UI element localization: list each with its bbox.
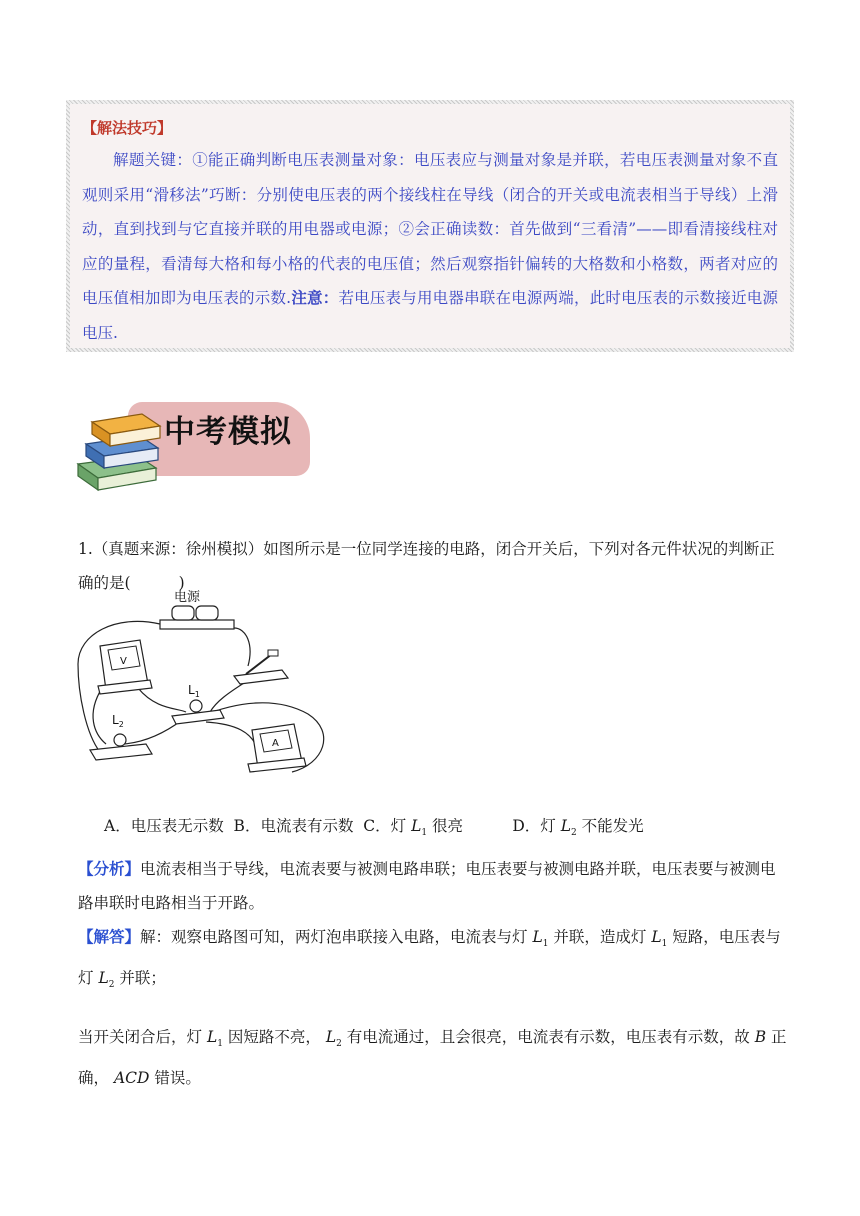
voltmeter-label: V bbox=[120, 656, 127, 667]
tips-note-text: 若电压表与用电器串联在电源两端，此时电压表的示数接近电源电压. bbox=[82, 289, 778, 342]
option-c-d: 很亮 D．灯 bbox=[427, 817, 561, 835]
answer-p2-ACD: ACD bbox=[113, 1069, 150, 1088]
answer-p2-var-l1: L bbox=[206, 1028, 218, 1046]
answer-p2-sub-1: 1 bbox=[217, 1039, 223, 1050]
tips-body: 解题关键：①能正确判断电压表测量对象：电压表应与测量对象是并联，若电压表测量对象不直观则采用“滑移法”巧断：分别使电压表的两个接线柱在导线（闭合的开关或电流表相当于导线）上滑动，直到找到与它直接并联的用电器或电源；②会正确读数：首先做到“三看清”——即看清接线柱对应的量程，看清每大格和每小格的代表的电压值；然后观察指针偏转的大格数和小格数，两者对应的电压值相加即为电压表的示数. bbox=[82, 151, 778, 307]
answer-paragraph-2 bbox=[78, 1020, 790, 1095]
question-stem: 1.（真题来源：徐州模拟）如图所示是一位同学连接的电路，闭合开关后，下列对各元件状况的判断正确的是( bbox=[78, 540, 775, 592]
answer-options bbox=[104, 812, 644, 847]
answer-sub-1b: 1 bbox=[661, 939, 668, 950]
tips-box bbox=[66, 100, 794, 352]
answer-p2-B: B bbox=[754, 1028, 767, 1046]
tips-panel bbox=[70, 104, 790, 348]
answer-var-l1: L bbox=[532, 928, 543, 946]
option-d-sub: 2 bbox=[570, 828, 577, 839]
answer-p2-d: 正确， bbox=[78, 1028, 787, 1088]
answer-p2-var-l2: L bbox=[325, 1028, 337, 1046]
answer-text-3: 短路，电压表与灯 bbox=[78, 928, 781, 988]
tips-title: 【解法技巧】 bbox=[82, 119, 173, 137]
answer-tag: 【解答】 bbox=[78, 927, 141, 946]
answer-sub-2: 2 bbox=[108, 980, 115, 991]
answer-text-2: 并联，造成灯 bbox=[548, 928, 652, 946]
option-d-var: L bbox=[560, 817, 571, 835]
section-banner bbox=[74, 398, 314, 498]
circuit-figure bbox=[76, 584, 336, 784]
tips-text bbox=[82, 143, 778, 350]
answer-p2-a: 当开关闭合后，灯 bbox=[78, 1028, 207, 1046]
option-c-sub: 1 bbox=[421, 828, 428, 839]
l1-subscript: 1 bbox=[194, 690, 200, 699]
source-label: 电源 bbox=[174, 590, 201, 605]
question-close: ) bbox=[178, 574, 185, 592]
ammeter-label: A bbox=[272, 738, 279, 749]
l2-label: L bbox=[112, 713, 119, 727]
analysis bbox=[78, 852, 790, 920]
answer-p2-c: 有电流通过，且会很亮，电流表有示数，电压表有示数，故 bbox=[341, 1028, 755, 1046]
option-c-var: L bbox=[411, 817, 422, 835]
books-icon bbox=[74, 398, 164, 494]
l2-subscript: 2 bbox=[118, 720, 124, 729]
analysis-tag: 【分析】 bbox=[78, 859, 141, 878]
l1-label: L bbox=[188, 683, 195, 697]
answer-text-1: 解：观察电路图可知，两灯泡串联接入电路，电流表与灯 bbox=[140, 928, 533, 946]
answer-var-l2: L bbox=[98, 969, 109, 988]
section-title: 中考模拟 bbox=[164, 414, 292, 450]
answer-p2-b: 因短路不亮， bbox=[222, 1028, 326, 1046]
options-ab: A．电压表无示数 B．电流表有示数 C．灯 bbox=[104, 817, 412, 835]
answer-text-4: 并联； bbox=[114, 969, 166, 988]
analysis-text: 电流表相当于导线，电流表要与被测电路串联；电压表要与被测电路并联，电压表要与被测电路串联时电路相当于开路。 bbox=[78, 860, 776, 912]
circuit-diagram bbox=[76, 584, 336, 784]
tips-note-label: 注意： bbox=[291, 288, 339, 307]
answer-sub-1: 1 bbox=[542, 939, 549, 950]
option-d-tail: 不能发光 bbox=[576, 817, 644, 835]
answer-p2-sub-2: 2 bbox=[336, 1039, 342, 1050]
answer-p2-e: 错误。 bbox=[149, 1069, 201, 1088]
svg-text:L1 bbox=[188, 683, 200, 699]
svg-text:L2 bbox=[112, 713, 124, 729]
answer-paragraph-1 bbox=[78, 920, 790, 1002]
answer-var-l1b: L bbox=[651, 928, 662, 946]
